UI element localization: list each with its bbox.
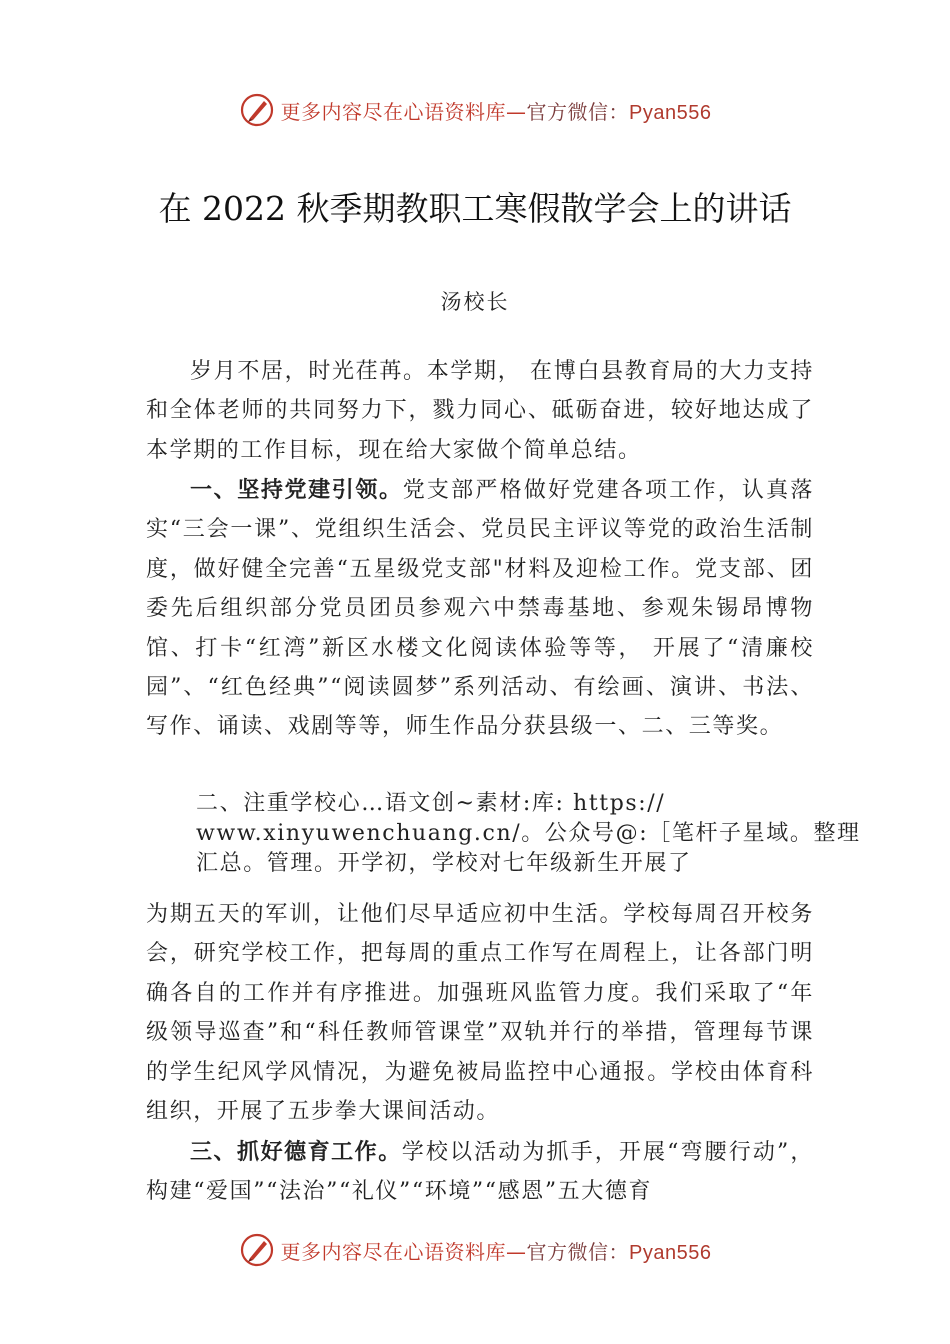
banner-wechat-label: 官方微信：: [526, 1239, 630, 1264]
banner-wechat-id: Pyan556: [629, 1241, 712, 1264]
banner-wechat-label: 官方微信：: [526, 99, 630, 124]
pen-logo-icon: [239, 92, 275, 128]
footer-banner: [0, 1232, 950, 1268]
banner-prefix: 更多内容尽在心语资料库: [280, 1239, 507, 1264]
header-banner: [0, 92, 950, 128]
banner-dash: —: [506, 1239, 527, 1264]
paragraph-moral-education: [146, 1133, 814, 1212]
management-line-1: 二、注重学校心…语文创~素材:库: https://: [196, 791, 666, 816]
paragraph-management-cont: [146, 895, 814, 1131]
pen-logo-icon: [239, 1232, 275, 1268]
banner-text: [281, 1236, 712, 1265]
banner-text: [281, 96, 712, 125]
paragraph-intro-text: 岁月不居，时光荏苒。本学期， 在博白县教育局的大力支持和全体老师的共同努力下，戮力同心、砥砺奋进，较好地达成了本学期的工作目标，现在给大家做个简单总结。: [146, 359, 814, 463]
banner-prefix: 更多内容尽在心语资料库: [280, 99, 507, 124]
management-text: 为期五天的军训，让他们尽早适应初中生活。学校每周召开校务会，研究学校工作，把每周的重点工作写在周程上，让各部门明确各自的工作并有序推进。加强班风监管力度。我们采取了“年级领导巡查”和“科任教师管课堂”双轨并行的举措，管理每节课的学生纪风学风情况，为避免被局监控中心通报。学校由体育科组织，开展了五步拳大课间活动。: [146, 902, 814, 1125]
paragraph-intro: [146, 352, 814, 470]
document-author: 汤校长: [440, 290, 510, 314]
management-line-2: www.xinyuwenchuang.cn/。公众号@:［笔杆子星域。整理: [196, 821, 861, 846]
section-text-3: 学校以活动为抓手，开展“弯腰行动”，构建“爱国”“法治”“礼仪”“环境”“感恩”五大德育: [146, 1140, 814, 1205]
banner-wechat-id: Pyan556: [629, 101, 712, 124]
section-text-1: 党支部严格做好党建各项工作，认真落实“三会一课”、党组织生活会、党员民主评议等党的政治生活制度，做好健全完善“五星级党支部"材料及迎检工作。党支部、团委先后组织部分党员团员参观六中禁毒基地、参观朱锡昂博物馆、打卡“红湾”新区水楼文化阅读体验等等， 开展了“清廉校园”、“红色经典”“阅读圆梦”系列活动、有绘画、演讲、书法、写作、诵读、戏剧等等，师生作品分获县级一、二、三等奖。: [146, 478, 814, 740]
section-heading-3: 三、抓好德育工作。: [190, 1140, 402, 1165]
paragraph-management-start: [196, 789, 861, 879]
section-heading-1: 一、坚持党建引领。: [190, 478, 403, 503]
management-line-3: 汇总。管理。开学初，学校对七年级新生开展了: [196, 851, 692, 876]
paragraph-party-building: [146, 471, 814, 747]
document-title: 在 2022 秋季期教职工寒假散学会上的讲话: [158, 189, 792, 228]
banner-dash: —: [506, 99, 527, 124]
